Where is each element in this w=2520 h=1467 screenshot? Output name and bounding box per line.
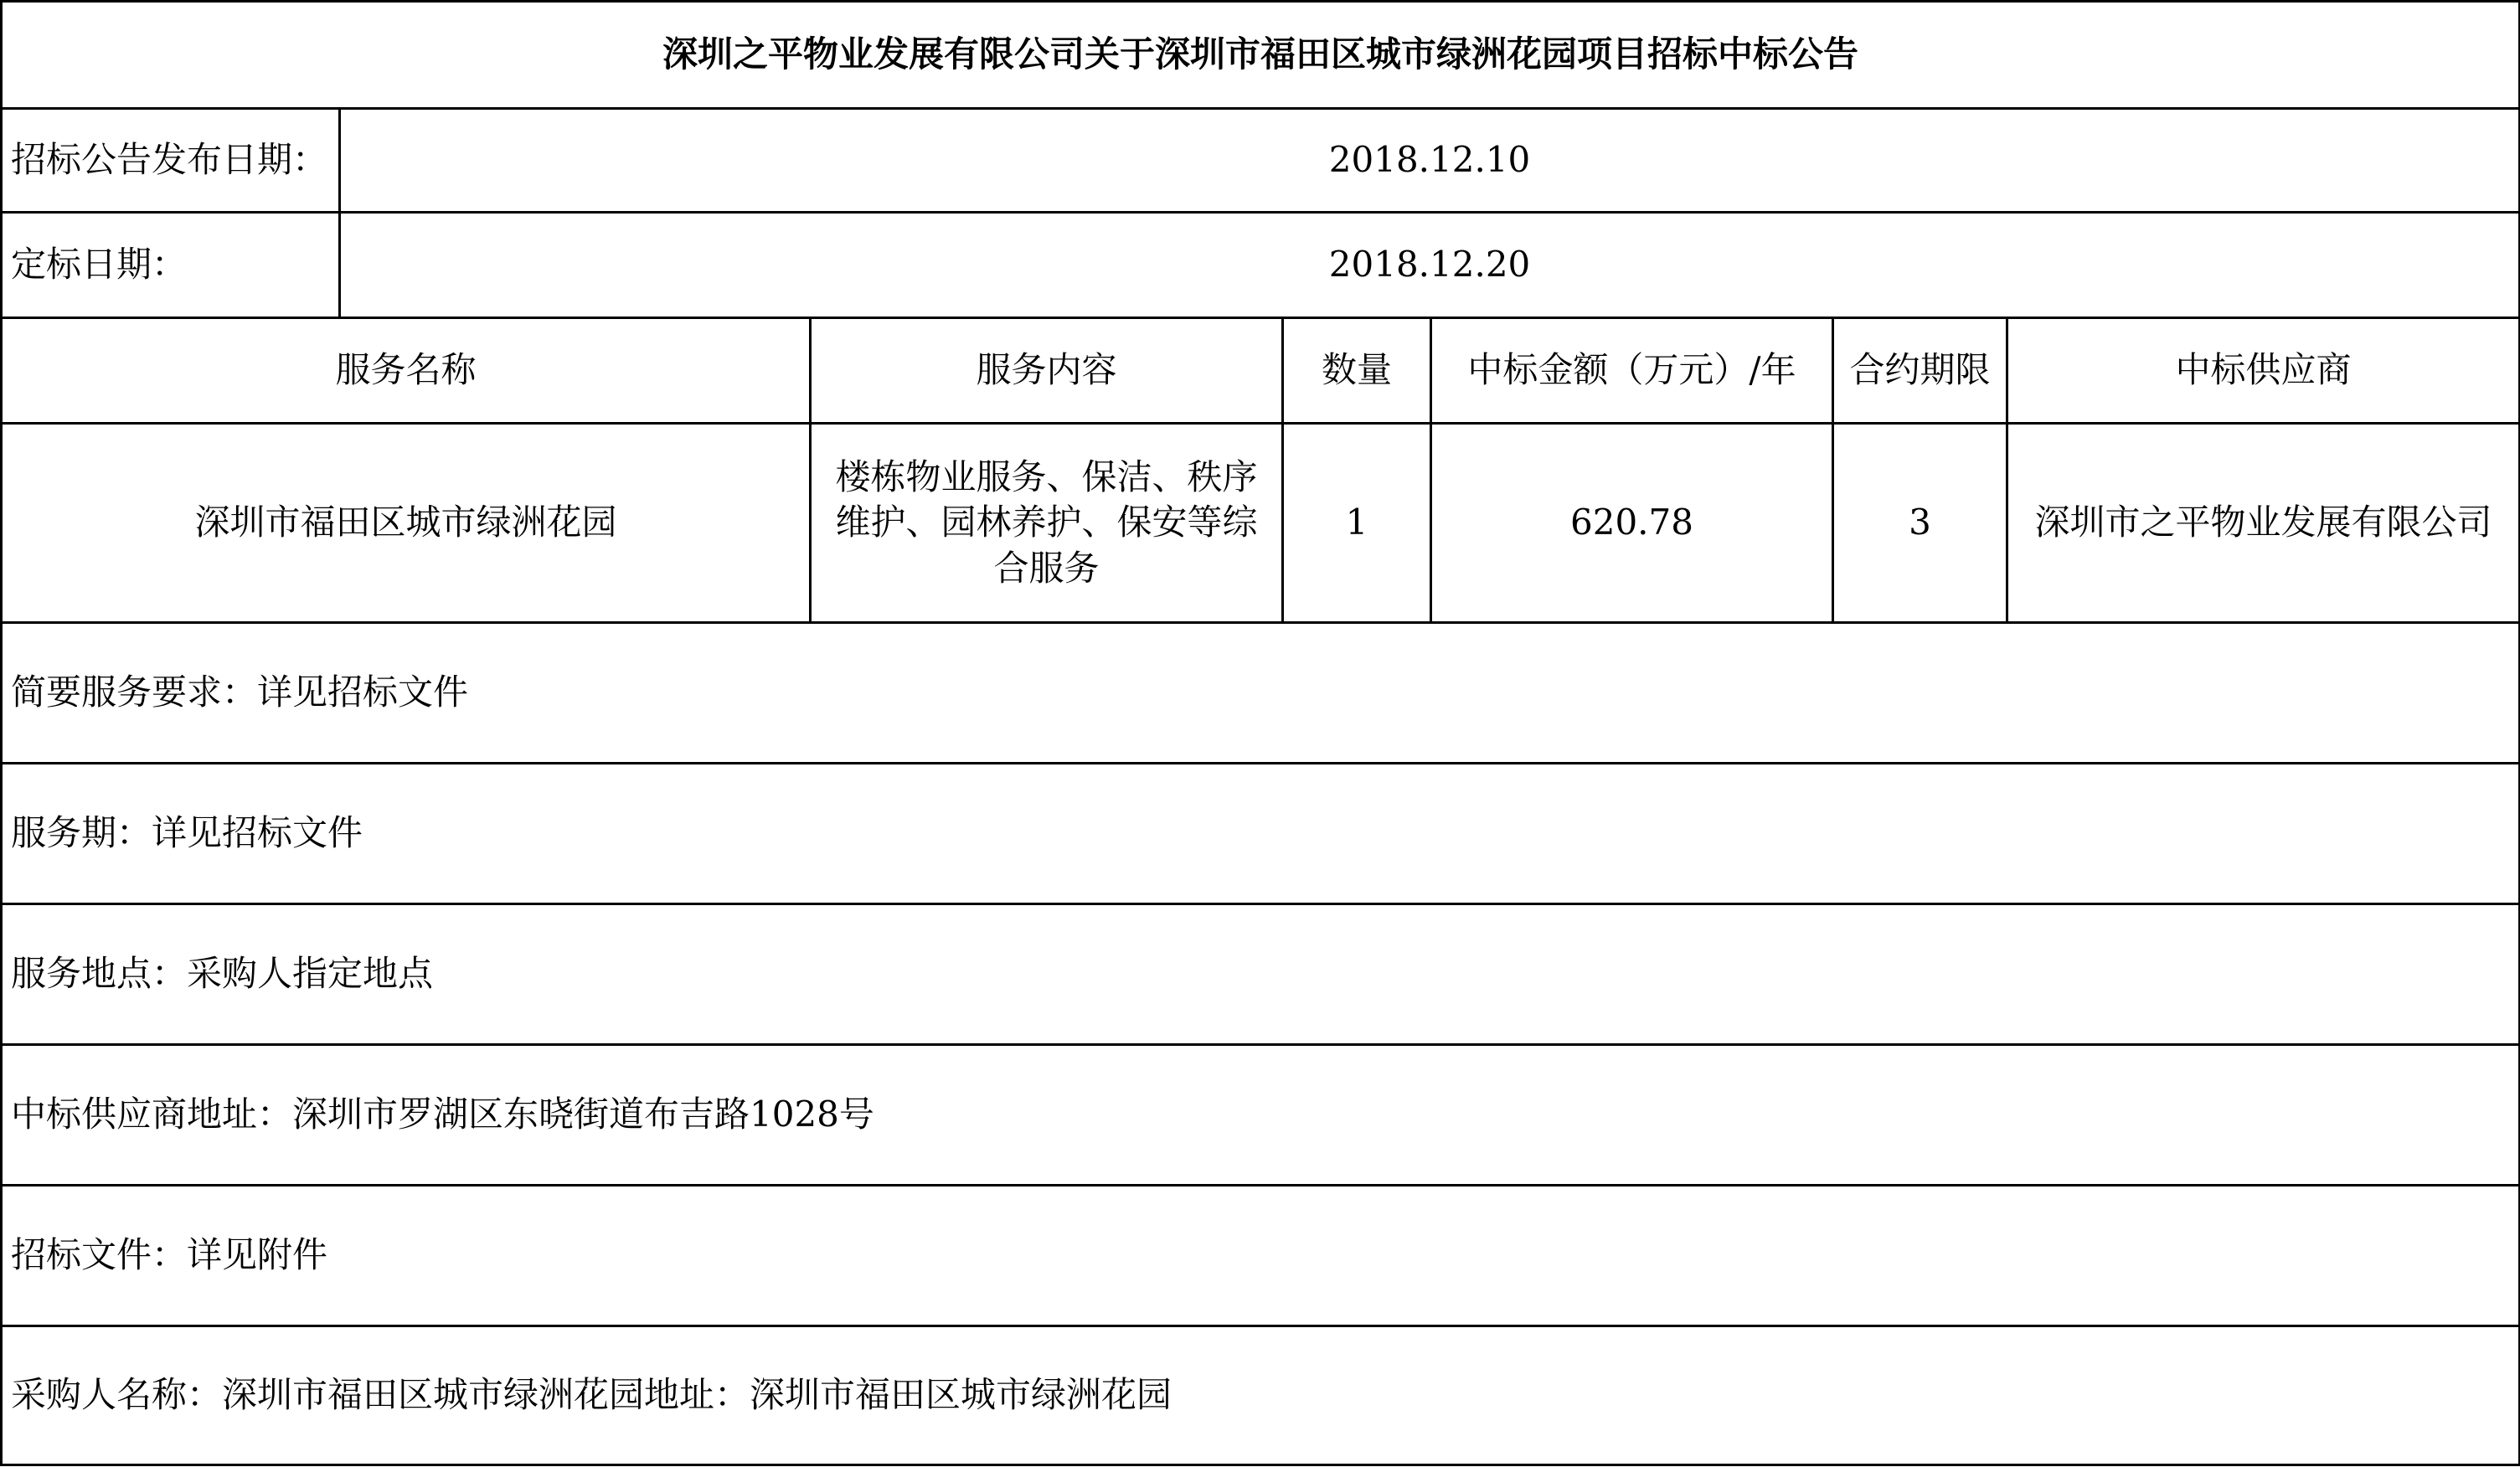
cell-quantity: 1 (1283, 424, 1431, 623)
service-period: 服务期：详见招标文件 (2, 764, 2520, 904)
detail-row (2, 1186, 2520, 1326)
service-requirements: 简要服务要求：详见招标文件 (2, 623, 2520, 764)
table-row (2, 424, 2520, 623)
detail-row (2, 1326, 2520, 1465)
header-term: 合约期限 (1833, 318, 2007, 424)
cell-supplier: 深圳市之平物业发展有限公司 (2007, 424, 2520, 623)
table-header-row (2, 318, 2520, 424)
detail-row (2, 904, 2520, 1045)
tender-documents: 招标文件：详见附件 (2, 1186, 2520, 1326)
header-amount: 中标金额（万元）/年 (1431, 318, 1833, 424)
purchaser-info: 采购人名称：深圳市福田区城市绿洲花园地址：深圳市福田区城市绿洲花园 (2, 1326, 2520, 1465)
award-date-value: 2018.12.20 (340, 213, 2520, 318)
title-row (2, 2, 2520, 109)
service-location: 服务地点：采购人指定地点 (2, 904, 2520, 1045)
award-date-label: 定标日期： (2, 213, 340, 318)
header-quantity: 数量 (1283, 318, 1431, 424)
header-supplier: 中标供应商 (2007, 318, 2520, 424)
header-service-content: 服务内容 (811, 318, 1283, 424)
detail-row (2, 764, 2520, 904)
announcement-date-row (2, 109, 2520, 213)
cell-amount: 620.78 (1431, 424, 1833, 623)
header-service-name: 服务名称 (2, 318, 811, 424)
supplier-address: 中标供应商地址：深圳市罗湖区东晓街道布吉路1028号 (2, 1045, 2520, 1186)
announcement-date-label: 招标公告发布日期： (2, 109, 340, 213)
award-date-row (2, 213, 2520, 318)
document-title: 深圳之平物业发展有限公司关于深圳市福田区城市绿洲花园项目招标中标公告 (2, 2, 2520, 109)
cell-service-name: 深圳市福田区城市绿洲花园 (2, 424, 811, 623)
detail-row (2, 1045, 2520, 1186)
detail-row (2, 623, 2520, 764)
cell-service-content: 楼栋物业服务、保洁、秩序维护、园林养护、保安等综合服务 (811, 424, 1283, 623)
announcement-date-value: 2018.12.10 (340, 109, 2520, 213)
cell-term: 3 (1833, 424, 2007, 623)
